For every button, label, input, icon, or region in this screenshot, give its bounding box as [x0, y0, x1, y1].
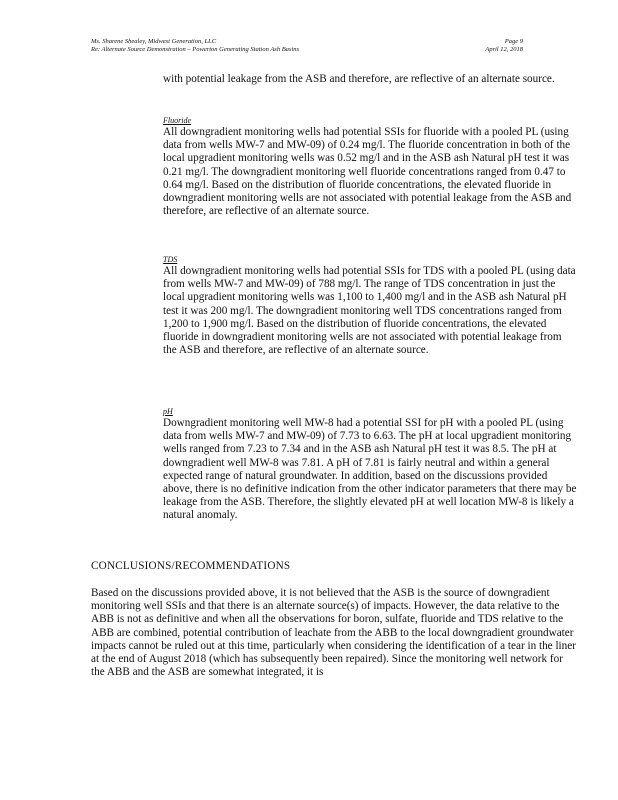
ph-heading: pH [163, 407, 173, 416]
intro-paragraph: with potential leakage from the ASB and therefore, are reflective of an alternate source. [163, 73, 555, 85]
letter-header-left [91, 38, 391, 54]
fluoride-paragraph: All downgradient monitoring wells had potential SSIs for fluoride with a pooled PL (using data from wells MW-7 and MW-09) of 0.24 mg/l. The fluoride concentration in both of the local upgradient monitoring wells was 0.52 mg/l and in the ASB ash Natural pH test it was 0.21 mg/l. The downgradient monitoring well fluoride concentrations ranged from 0.47 to 0.64 mg/l. Based on the distribution of fluoride concentrations, the elevated fluoride in downgradient monitoring wells are not associated with potential leakage from the ASB and therefore, are reflective of an alternate source. [163, 126, 572, 218]
header-recipient: Ms. Sharene Shealey, Midwest Generation, LLC [91, 38, 217, 45]
fluoride-heading: Fluoride [163, 116, 191, 125]
ph-section [163, 407, 577, 523]
tds-section [163, 255, 577, 357]
ph-paragraph: Downgradient monitoring well MW-8 had a potential SSI for pH with a pooled PL (using data from wells MW-7 and MW-09) of 7.73 to 6.63. The pH at local upgradient monitoring wells ranged from 7.23 to 7.34 and in the ASB ash Natural pH test it was 8.5. The pH at downgradient well MW-8 was 7.81. A pH of 7.81 is fairly neutral and within a general expected range of natural groundwater. In addition, based on the discussions provided above, there is no definitive indication from the other indicator parameters that there may be leakage from the ASB. Therefore, the slightly elevated pH at well location MW-8 is likely a natural anomaly. [163, 417, 577, 522]
header-subject: Re: Alternate Source Demonstration – Powerton Generating Station Ash Basins [91, 46, 300, 53]
header-page-number: Page 9 [504, 38, 523, 45]
tds-heading: TDS [163, 255, 178, 264]
letter-header-right [485, 38, 523, 54]
conclusions-paragraph: Based on the discussions provided above, it is not believed that the ASB is the source of downgradient monitoring well SSIs and that there is an alternate source(s) of impacts. However, the data relative to the ABB is not as definitive and when all the observations for boron, sulfate, fluoride and TDS relative to the ABB are combined, potential contribution of leachate from the ABB to the local downgradient groundwater impacts cannot be ruled out at this time, particularly when considering the identification of a tear in the liner at the end of August 2018 (which has subsequently been repaired). Since the monitoring well network for the ABB and the ASB are somewhat integrated, it is [91, 587, 576, 679]
header-date: April 12, 2018 [485, 46, 523, 53]
fluoride-section [163, 116, 577, 218]
conclusions-heading: CONCLUSIONS/RECOMMENDATIONS [91, 560, 291, 572]
tds-paragraph: All downgradient monitoring wells had potential SSIs for TDS with a pooled PL (using data from wells MW-7 and MW-09) of 788 mg/l. The range of TDS concentration in just the local upgradient monitoring wells was 1,100 to 1,400 mg/l and in the ASB ash Natural pH test it was 200 mg/l. The downgradient monitoring well TDS concentrations ranged from 1,200 to 1,900 mg/l. Based on the distribution of fluoride concentrations, the elevated fluoride in downgradient monitoring wells are not associated with potential leakage from the ASB and therefore, are reflective of an alternate source. [163, 265, 576, 357]
